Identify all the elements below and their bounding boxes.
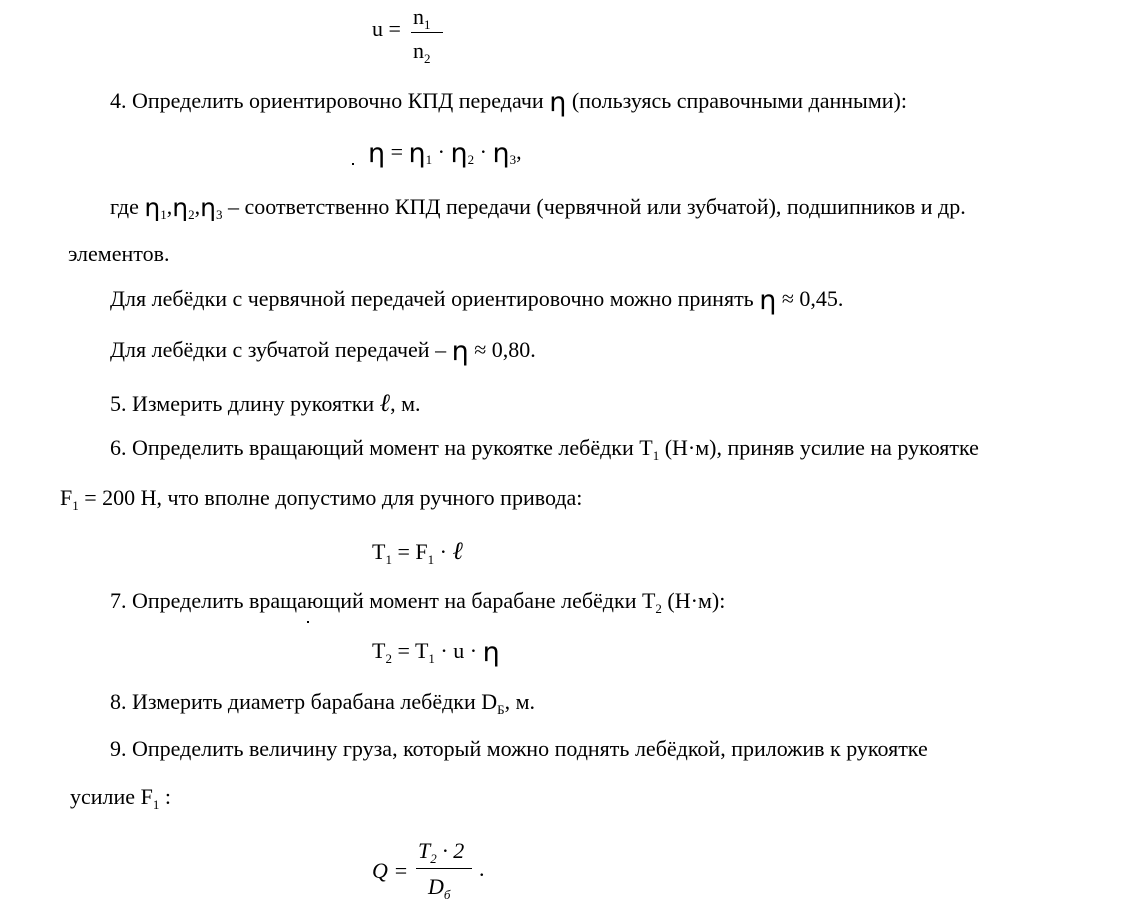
eta-symbol: η: [549, 87, 567, 118]
formula-eta: $\eta = \eta_1 \cdot \eta_2 \cdot \eta_3$,: [368, 138, 522, 169]
where-line: где $\eta_1,\eta_2,\eta_3$ – соответственно КПД передачи (червячной или зубчатой), подшипников и др.: [110, 193, 966, 222]
step-6-line-continuation: $F_1 = 200$ Н, что вполне допустимо для ручного привода:: [60, 485, 583, 513]
worm-gear-line: Для лебёдки с червячной передачей ориентировочно можно принять η ≈ 0,45.: [110, 285, 844, 316]
formula-q-fraction-bar: [416, 868, 472, 869]
step-9-line: 9. Определить величину груза, который можно поднять лебёдкой, приложив к рукоятке: [110, 736, 928, 761]
step-9-line-continuation: усилие $F_1$ :: [70, 784, 171, 812]
formula-u-numerator: $n_1$: [413, 4, 431, 32]
formula-t2: $T_2 = T_1 \cdot u \cdot \eta$: [372, 637, 500, 668]
where-line-continuation: элементов.: [68, 241, 170, 266]
formula-q-period: .: [479, 856, 485, 881]
formula-q-denominator: $D_б$: [428, 874, 451, 902]
stray-dot: [307, 621, 309, 623]
spur-gear-line: Для лебёдки с зубчатой передачей – η ≈ 0,80.: [110, 336, 536, 367]
step-8-line: 8. Измерить диаметр барабана лебёдки $D_Б$, м.: [110, 689, 536, 717]
formula-u-lhs: u =: [372, 16, 401, 41]
step-4-line: 4. Определить ориентировочно КПД передачи η (пользуясь справочными данными):: [110, 87, 907, 118]
stray-dot: [352, 163, 354, 165]
step-7-line: 7. Определить вращающий момент на барабане лебёдки $T_2$ (Н·м):: [110, 588, 726, 616]
formula-q-lhs: Q =: [372, 858, 409, 883]
formula-u-denominator: $n_2$: [413, 38, 431, 66]
step-6-line: 6. Определить вращающий момент на рукоятке лебёдки $T_1$ (Н·м), приняв усилие на рукоятке: [110, 435, 979, 463]
formula-t1: $T_1 = F_1$ · ℓ: [372, 536, 463, 567]
step-5-line: 5. Измерить длину рукоятки ℓ, м.: [110, 388, 421, 417]
formula-u-fraction-bar: [411, 32, 443, 33]
formula-q-numerator: $T_2 \cdot 2$: [418, 838, 465, 866]
